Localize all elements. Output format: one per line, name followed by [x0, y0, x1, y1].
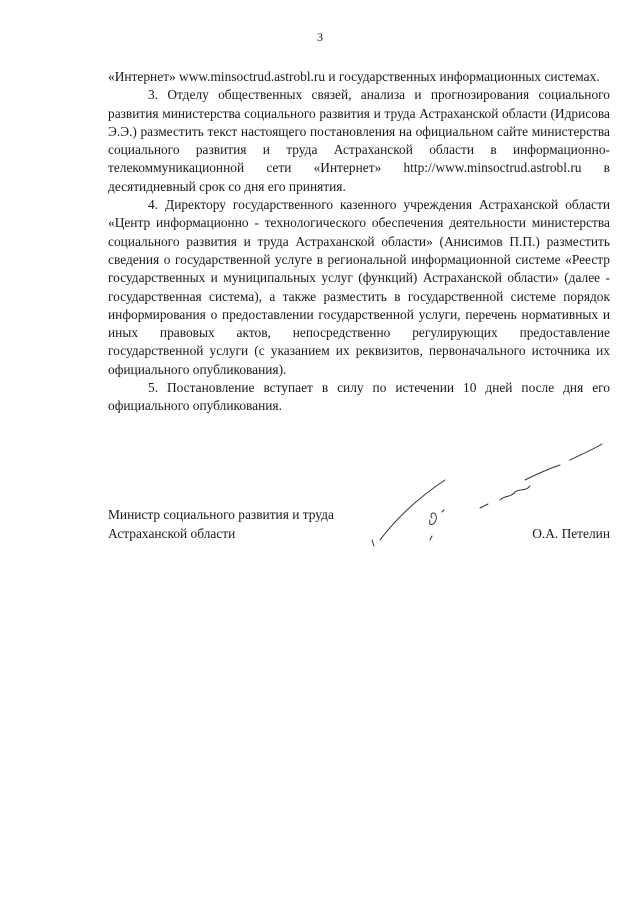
- document-body: [108, 68, 610, 416]
- signature-block: [108, 505, 610, 543]
- paragraph-5: 5. Постановление вступает в силу по истечении 10 дней после дня его официального опубликования.: [108, 380, 610, 414]
- paragraph-4: 4. Директору государственного казенного учреждения Астраханской области «Центр информационно - технологического обеспечения деятельности министерства социального развития и труда Астраханской области» (Анисимов П.П.) разместить сведения о государственной услуге в региональной информационной системе «Реестр государственных и муниципальных услуг (функций) Астраханской области» (далее - государственная система), а также разместить в государственной системе порядок информирования о предоставлении государственной услуги, перечень нормативных и иных правовых актов, непосредственно регулирующих предоставление государственной услуги (с указанием их реквизитов, первоначального источника их официального опубликования).: [108, 197, 610, 377]
- signer-title-line1: Министр социального развития и труда: [108, 507, 334, 522]
- signer-name: О.А. Петелин: [532, 526, 610, 541]
- paragraph-continuation: «Интернет» www.minsoctrud.astrobl.ru и государственных информационных системах.: [108, 69, 600, 84]
- paragraph-3: 3. Отделу общественных связей, анализа и прогнозирования социального развития министерства социального развития и труда Астраханской области (Идрисова Э.Э.) разместить текст настоящего постановления на официальном сайте министерства социального развития и труда Астраханской области в информационно-телекоммуникационной сети «Интернет» http://www.minsoctrud.astrobl.ru в десятидневный срок со дня его принятия.: [108, 87, 610, 194]
- signer-title-line2: Астраханской области: [108, 526, 236, 541]
- page-number: 3: [317, 30, 323, 44]
